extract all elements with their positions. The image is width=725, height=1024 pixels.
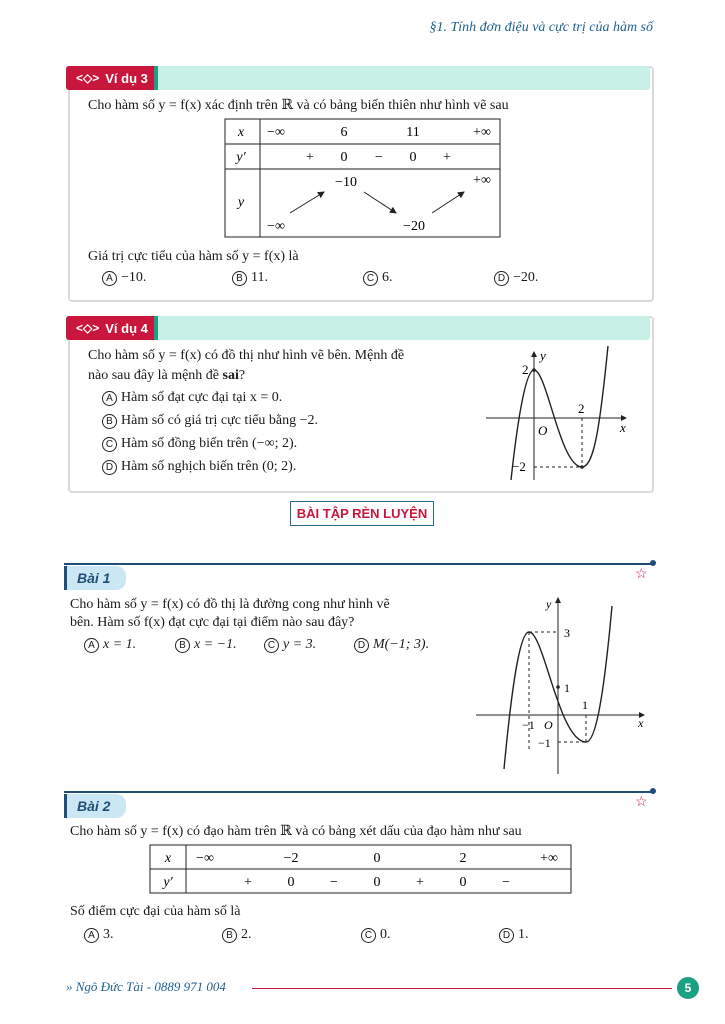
example-4-option-d[interactable]	[102, 459, 296, 475]
bai-1-option-c[interactable]	[264, 637, 316, 653]
bai-1-graph	[474, 594, 654, 778]
graph-x-label: x	[638, 716, 644, 730]
option-text: Hàm số có giá trị cực tiểu bằng −2.	[121, 413, 319, 428]
vt1-sign: +	[306, 150, 314, 165]
option-text: M(−1; 3).	[373, 637, 430, 652]
example-4-tag-label: Ví dụ 4	[105, 320, 148, 336]
st2-sign: +	[416, 875, 424, 890]
option-text: x = −1.	[194, 637, 237, 652]
st2-yp-label: y′	[163, 875, 173, 890]
bai-1-option-d[interactable]	[354, 637, 429, 653]
option-letter: D	[354, 638, 369, 653]
example-3-tag-label: Ví dụ 3	[105, 70, 148, 86]
st2-sign: 0	[287, 875, 295, 890]
graph-tick-label: 2	[522, 362, 529, 377]
option-text: 11.	[251, 270, 268, 285]
bai-2-option-d[interactable]	[499, 927, 529, 943]
practice-section-title: BÀI TẬP RÈN LUYỆN	[290, 501, 434, 526]
graph-tick-label: 1	[564, 681, 570, 695]
st2-x-val: −2	[283, 851, 299, 866]
vt1-sign: −	[375, 150, 383, 165]
example-3-option-c[interactable]	[363, 270, 393, 286]
vt1-x-val: +∞	[473, 125, 491, 140]
option-letter: C	[361, 928, 376, 943]
difficulty-star-icon: ☆	[635, 795, 648, 810]
option-text: 3.	[103, 927, 114, 942]
bai-1-option-a[interactable]	[84, 637, 136, 653]
page-number: 5	[677, 977, 699, 999]
option-text: x = 1.	[103, 637, 137, 652]
bai-1-rule-dot	[650, 560, 656, 566]
vt1-arrow-down	[364, 192, 396, 213]
option-letter: C	[102, 437, 117, 452]
example-4-tag	[66, 316, 158, 340]
option-letter: A	[84, 638, 99, 653]
bai-2-option-a[interactable]	[84, 927, 114, 943]
vt1-arrow-up	[432, 192, 464, 213]
example-3-tag	[66, 66, 158, 90]
option-text: −20.	[513, 270, 539, 285]
graph-x-label: x	[620, 420, 626, 435]
graph-tick-label: 1	[582, 698, 588, 712]
sign-table-2	[149, 844, 573, 896]
graph-tick-label: −1	[538, 736, 551, 750]
footer-author: » Ngô Đức Tài - 0889 971 004	[66, 979, 226, 994]
bai-2-option-b[interactable]	[222, 927, 252, 943]
st2-sign: 0	[373, 875, 381, 890]
vt1-x-val: 11	[406, 125, 420, 140]
example-3-option-d[interactable]	[494, 270, 538, 286]
st2-sign: +	[244, 875, 252, 890]
option-text: Hàm số đồng biến trên (−∞; 2).	[121, 436, 298, 451]
vt1-x-label: x	[237, 125, 245, 140]
vt1-yp-label: y′	[236, 150, 246, 165]
graph-origin: O	[538, 423, 548, 438]
vt1-sign: 0	[340, 150, 348, 165]
diamond-code-icon: <◇>	[76, 321, 100, 335]
bai-2-option-c[interactable]	[361, 927, 391, 943]
option-text: −10.	[121, 270, 147, 285]
bai-2-ask: Số điểm cực đại của hàm số là	[70, 904, 241, 919]
vt1-sign: +	[443, 150, 451, 165]
graph-tick-label: −2	[512, 459, 526, 474]
vt1-sign: 0	[409, 150, 417, 165]
vt1-x-val: 6	[340, 125, 348, 140]
option-text: 0.	[380, 927, 391, 942]
vt1-y-val: −20	[403, 219, 425, 234]
example-4-option-a[interactable]	[102, 390, 282, 406]
st2-sign: −	[502, 875, 510, 890]
st2-x-val: 0	[373, 851, 381, 866]
option-text: Hàm số nghịch biến trên (0; 2).	[121, 459, 297, 474]
option-letter: D	[494, 271, 509, 286]
bai-2-question: Cho hàm số y = f(x) có đạo hàm trên ℝ và có bảng xét dấu của đạo hàm như sau	[70, 824, 522, 839]
option-letter: C	[363, 271, 378, 286]
graph-tick-label: 2	[578, 401, 585, 416]
bai-1-tag: Bài 1	[64, 566, 126, 590]
st2-sign: −	[330, 875, 338, 890]
vt1-x-val: −∞	[267, 125, 285, 140]
question-end: ?	[238, 368, 246, 383]
variation-table-1	[224, 118, 502, 240]
st2-x-val: +∞	[540, 851, 558, 866]
chapter-header: §1. Tính đơn điệu và cực trị của hàm số	[429, 20, 653, 35]
vt1-y-val: −∞	[267, 219, 285, 234]
bai-2-tag: Bài 2	[64, 794, 126, 818]
bai-1-question-line1: Cho hàm số y = f(x) có đồ thị là đường cong như hình vẽ	[70, 597, 390, 612]
graph-y-label: y	[540, 348, 546, 363]
option-letter: B	[232, 271, 247, 286]
bai-1-rule	[64, 563, 654, 565]
option-letter: C	[264, 638, 279, 653]
st2-x-label: x	[164, 851, 172, 866]
vt1-y-val: +∞	[473, 173, 491, 188]
question-text: nào sau đây là mệnh đề	[88, 368, 223, 383]
option-letter: A	[102, 391, 117, 406]
graph-origin: O	[544, 718, 553, 732]
example-3-option-b[interactable]	[232, 270, 268, 286]
graph-tick-label: 3	[564, 626, 570, 640]
example-3-ask: Giá trị cực tiểu của hàm số y = f(x) là	[88, 249, 299, 264]
st2-x-val: −∞	[196, 851, 214, 866]
example-3-option-a[interactable]	[102, 270, 146, 286]
option-letter: B	[222, 928, 237, 943]
diamond-code-icon: <◇>	[76, 71, 100, 85]
bai-2-rule	[64, 791, 654, 793]
difficulty-star-icon: ☆	[635, 567, 648, 582]
option-text: 2.	[241, 927, 252, 942]
option-letter: A	[102, 271, 117, 286]
st2-x-val: 2	[459, 851, 467, 866]
option-letter: D	[499, 928, 514, 943]
bai-1-option-b[interactable]	[175, 637, 237, 653]
option-text: 6.	[382, 270, 393, 285]
vt1-y-label: y	[237, 195, 245, 210]
option-text: 1.	[518, 927, 529, 942]
option-letter: D	[102, 460, 117, 475]
vt1-arrow-up	[290, 192, 324, 213]
vt1-y-val: −10	[335, 175, 357, 190]
option-text: y = 3.	[283, 637, 317, 652]
option-text: Hàm số đạt cực đại tại x = 0.	[121, 390, 283, 405]
graph-y-label: y	[546, 597, 552, 611]
option-letter: B	[175, 638, 190, 653]
option-letter: A	[84, 928, 99, 943]
example-4-question-line2	[88, 367, 245, 385]
example-4-question-line1: Cho hàm số y = f(x) có đồ thị như hình vẽ bên. Mệnh đề	[88, 348, 405, 363]
st2-sign: 0	[459, 875, 467, 890]
bai-2-rule-dot	[650, 788, 656, 794]
question-bold-word: sai	[222, 368, 239, 383]
example-4-graph	[482, 346, 632, 484]
option-letter: B	[102, 414, 117, 429]
example-4-option-c[interactable]	[102, 436, 297, 452]
footer-rule	[252, 988, 672, 989]
bai-1-question-line2: bên. Hàm số f(x) đạt cực đại tại điểm nào sau đây?	[70, 615, 355, 630]
example-4-option-b[interactable]	[102, 413, 318, 429]
example-3-question: Cho hàm số y = f(x) xác định trên ℝ và có bảng biến thiên như hình vẽ sau	[88, 98, 509, 113]
graph-tick-label: −1	[522, 718, 535, 732]
